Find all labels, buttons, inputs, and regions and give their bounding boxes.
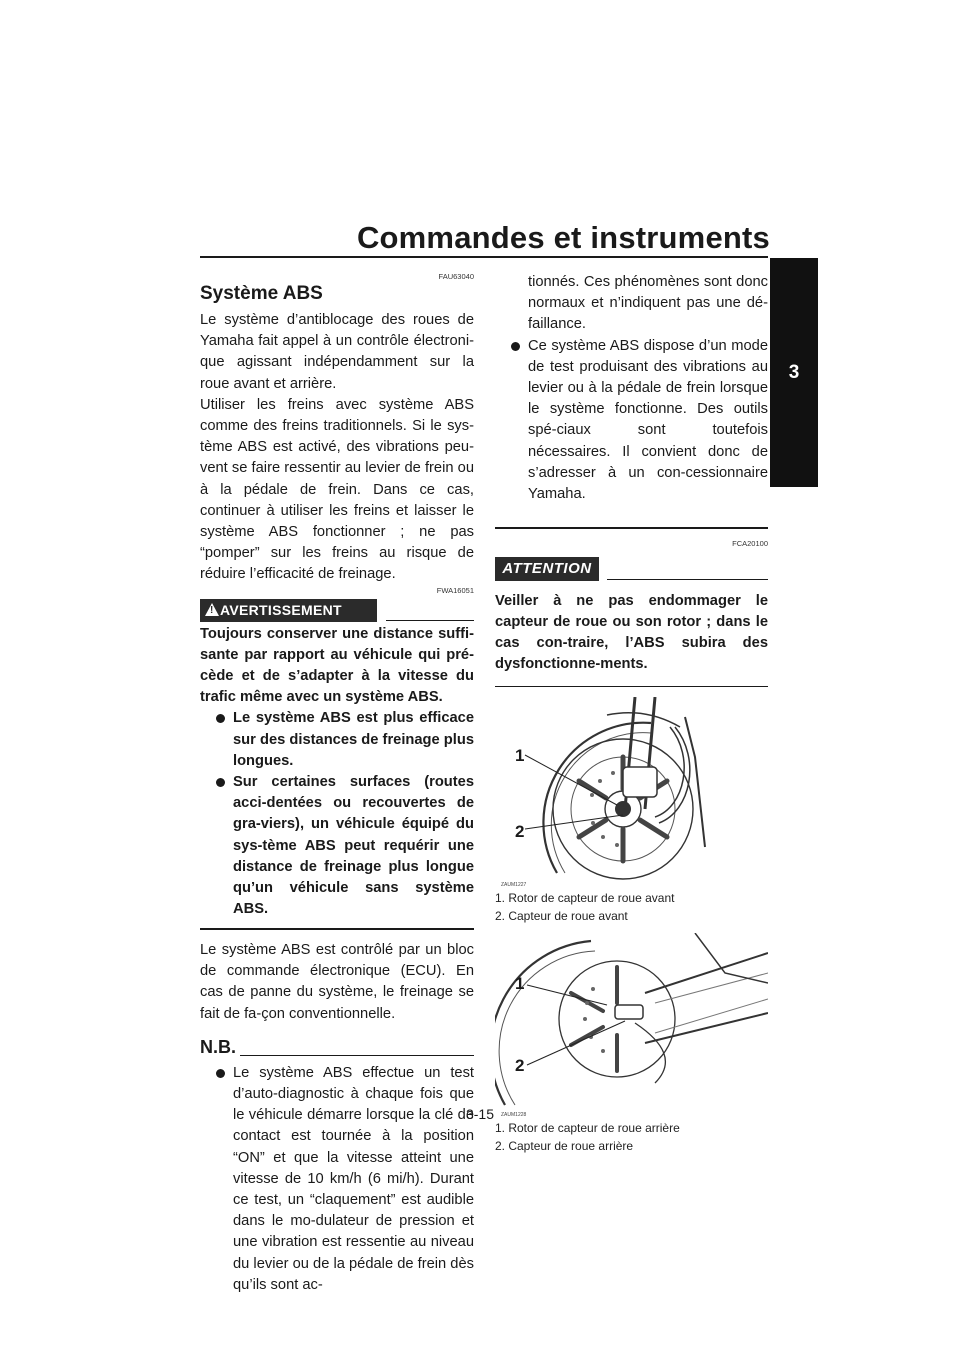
attention-end-rule	[495, 686, 768, 688]
list-item	[214, 708, 474, 772]
chapter-tab[interactable]	[770, 258, 818, 487]
bullet-icon	[511, 342, 520, 351]
note-end-rule	[495, 527, 768, 529]
note-header	[200, 1037, 474, 1063]
warning-header	[200, 598, 474, 624]
callout-1: 1	[515, 974, 525, 994]
list-item-text: Le système ABS est plus efficace sur des distances de freinage plus longues.	[233, 710, 474, 769]
warning-end-rule	[200, 928, 474, 930]
figure-front-wheel-sensor	[495, 697, 768, 889]
callout-1: 1	[515, 746, 525, 766]
left-column	[200, 272, 474, 1296]
paragraph: Le système ABS est contrôlé par un bloc de commande électronique (ECU). En cas de panne du système, le freinage se fait de fa-çon conventionnelle.	[200, 941, 474, 1022]
warning-triangle-icon	[205, 603, 219, 616]
attention-header	[495, 553, 768, 585]
caption-line: 1. Rotor de capteur de roue arrière	[495, 1121, 680, 1136]
callout-2: 2	[515, 822, 525, 842]
bullet-icon	[216, 1069, 225, 1078]
warning-badge	[200, 599, 377, 622]
section-title: Système ABS	[200, 283, 323, 304]
header-rule	[200, 256, 768, 258]
attention-badge: ATTENTION	[495, 557, 599, 581]
bullet-icon	[216, 778, 225, 787]
list-item	[509, 336, 768, 506]
figure-caption	[495, 889, 768, 925]
page-number: 3-15	[465, 1106, 495, 1122]
figure-code: ZAUM1227	[501, 882, 527, 889]
front-wheel-illustration	[495, 697, 768, 889]
reference-code: FWA16051	[436, 585, 474, 595]
note-bullet-list-continued	[509, 272, 768, 505]
attention-text: Veiller à ne pas endommager le capteur de roue ou son rotor ; dans le cas con-traire, l’ABS subira des dysfonctionne-ments.	[495, 592, 768, 673]
list-item	[214, 772, 474, 920]
caption-line: 2. Capteur de roue avant	[495, 909, 628, 924]
warning-text: Toujours conserver une distance suffi-sante par rapport au véhicule qui pré-cède et de s’adapter à la vitesse du trafic même avec un système ABS.	[200, 625, 474, 706]
list-item-text: Sur certaines surfaces (routes acci-dentées ou recouvertes de gra-viers), un véhicule équipé du sys-tème ABS peut requérir une distance de freinage plus longue qu’un véhicule sans système ABS.	[233, 774, 474, 918]
list-item-text: tionnés. Ces phénomènes sont donc normaux et n’indiquent pas une dé-faillance.	[528, 274, 768, 333]
warning-rule	[386, 620, 474, 622]
figure-caption	[495, 1119, 768, 1155]
note-label: N.B.	[200, 1036, 236, 1057]
warning-body	[200, 624, 474, 921]
reference-code: FCA20100	[732, 538, 768, 548]
list-item-continued	[509, 272, 768, 336]
warning-label: AVERTISSEMENT	[220, 601, 342, 618]
warning-bullet-list	[214, 708, 474, 920]
caption-line: 2. Capteur de roue arrière	[495, 1139, 634, 1154]
list-item	[214, 1063, 474, 1296]
bullet-icon	[216, 714, 225, 723]
reference-code: FAU63040	[438, 272, 474, 281]
figure-rear-wheel-sensor	[495, 933, 768, 1119]
note-rule	[240, 1055, 474, 1057]
chapter-number: 3	[788, 361, 800, 383]
attention-rule	[607, 579, 768, 581]
list-item-text: Le système ABS effectue un test d’auto-diagnostic à chaque fois que le véhicule démarre lorsque la clé de contact est tournée à la position “ON” et que la vitesse atteint une vitesse de 10 km/h (6 mi/h). Durant ce test, un “claquement” est audible dans le mo-dulateur de pression et une vibration est ressentie au niveau du levier ou de la pédale de frein dès qu’ils sont ac-	[233, 1064, 474, 1293]
callout-2: 2	[515, 1056, 525, 1076]
paragraph: Le système d’antiblocage des roues de Yamaha fait appel à un contrôle électroni-que agissant indépendamment sur la roue avant et arrière.	[200, 312, 474, 392]
page-header-title: Commandes et instruments	[356, 220, 770, 255]
paragraph: Utiliser les freins avec système ABS comme des freins traditionnels. Si le sys-tème ABS est activé, des vibrations peu-vent se faire ressentir au levier de frein ou à la pédale de frein. Dans ce cas, continuer à utiliser les freins et laisser le système ABS fonctionner ; ne pas “pomper” sur les freins au risque de réduire l’efficacité de freinage.	[200, 396, 474, 583]
caption-line: 1. Rotor de capteur de roue avant	[495, 891, 675, 906]
list-item-text: Ce système ABS dispose d’un mode de test produisant des vibrations au levier ou à la pédale de frein lorsque le système fonctionne. Des outils spé-ciaux sont toutefois nécessaires. Il convient donc de s’adresser à un con-cessionnaire Yamaha.	[528, 337, 768, 503]
note-bullet-list	[214, 1063, 474, 1296]
rear-wheel-illustration	[495, 933, 768, 1119]
figure-code: ZAUM1228	[501, 1112, 527, 1119]
right-column	[495, 272, 768, 1155]
